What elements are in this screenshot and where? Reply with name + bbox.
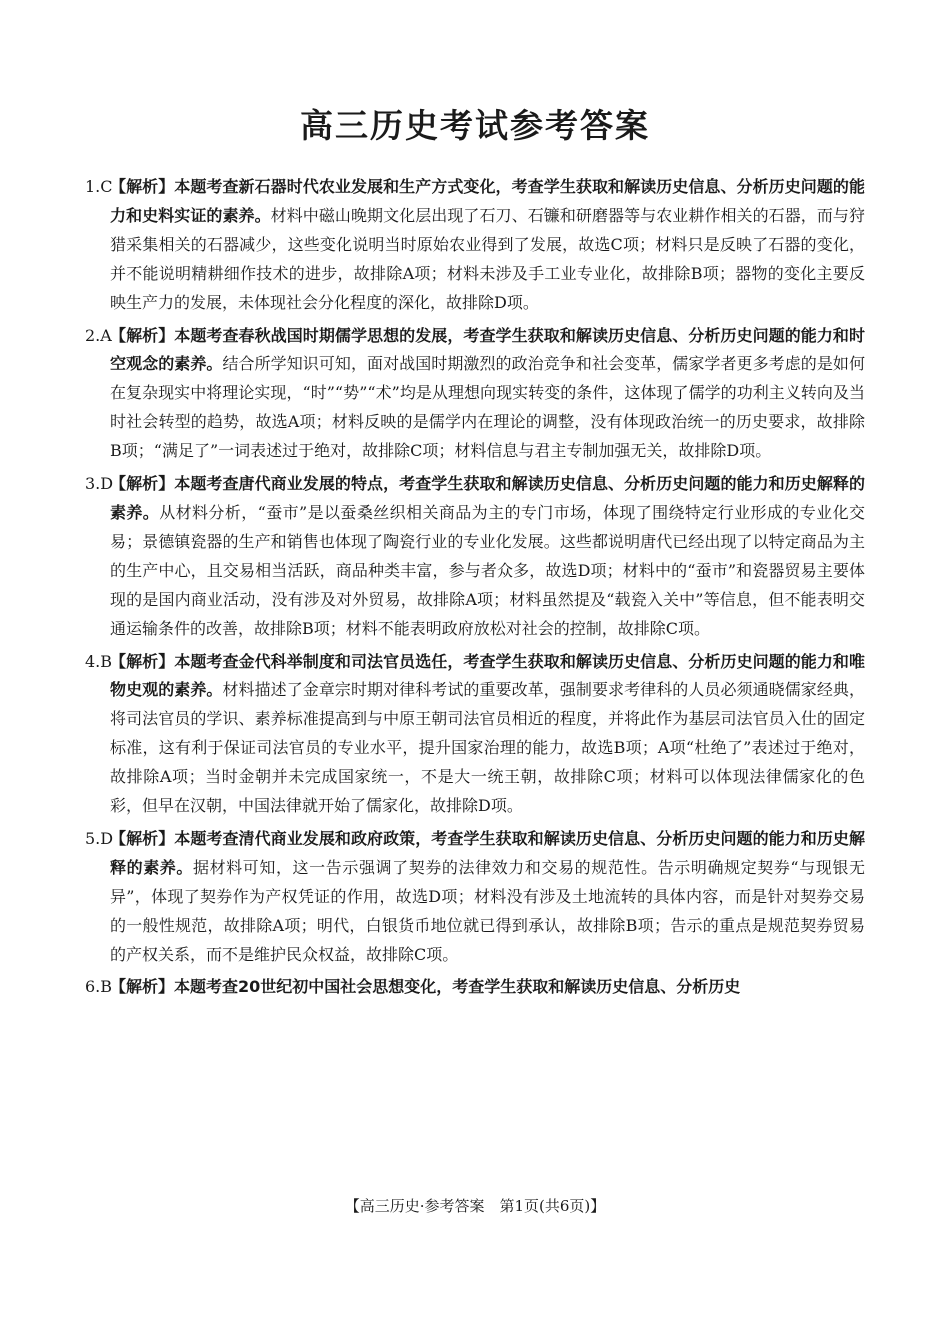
answer-item-5 bbox=[85, 825, 865, 970]
page-footer: 【高三历史·参考答案 第1页(共6页)】 bbox=[344, 1197, 606, 1215]
answer-number: 4.B bbox=[85, 651, 113, 671]
answer-number: 2.A bbox=[85, 325, 112, 345]
answer-number: 5.D bbox=[85, 828, 114, 848]
analysis-text: 结合所学知识可知，面对战国时期激烈的政治竞争和社会变革，儒家学者更多考虑的是如何在复杂现实中将理论实现，“时”“势”“术”均是从理想向现实转变的条件，这体现了儒学的功利主义转向及当时社会转型的趋势，故选A项；材料反映的是儒学内在理论的调整，没有体现政治统一的历史要求，故排除B项；“满足了”一词表述过于绝对，故排除C项；材料信息与君主专制加强无关，故排除D项。 bbox=[110, 354, 865, 461]
analysis-text: 材料中磁山晚期文化层出现了石刀、石镰和研磨器等与农业耕作相关的石器，而与狩猎采集相关的石器减少，这些变化说明当时原始农业得到了发展，故选C项；材料只是反映了石器的变化，并不能说明精耕细作技术的进步，故排除A项；材料未涉及手工业专业化，故排除B项；器物的变化主要反映生产力的发展，未体现社会分化程度的深化，故排除D项。 bbox=[110, 205, 865, 312]
answer-number: 1.C bbox=[85, 177, 113, 196]
answer-item-3 bbox=[85, 470, 865, 643]
analysis-text: 据材料可知，这一告示强调了契券的法律效力和交易的规范性。告示明确规定契券“与现银无异”，体现了契券作为产权凭证的作用，故选D项；材料没有涉及土地流转的具体内容，而是针对契券交易的一般性规范，故排除A项；明代，白银货币地位就已得到承认，故排除B项；告示的重点是规范契券贸易的产权关系，而不是维护民众权益，故排除C项。 bbox=[110, 857, 865, 964]
analysis-tag: 【解析】 bbox=[110, 651, 175, 671]
answer-item-4 bbox=[85, 648, 865, 821]
analysis-summary: 本题考查春秋战国时期儒学思想的发展，考查学生获取和解读历史信息、分析历史问题的能力和时空观念的素养。 bbox=[110, 325, 865, 374]
analysis-text: 从材料分析，“蚕市”是以蚕桑丝织相关商品为主的专门市场，体现了围绕特定行业形成的专业化交易；景德镇瓷器的生产和销售也体现了陶瓷行业的专业化发展。这些都说明唐代已经出现了以特定商品为主的生产中心，且交易相当活跃，商品种类丰富，参与者众多，故选D项；材料中的“蚕市”和瓷器贸易主要体现的是国内商业活动，没有涉及对外贸易，故排除A项；材料虽然提及“载瓷入关中”等信息，但不能表明交通运输条件的改善，故排除B项；材料不能表明政府放松对社会的控制，故排除C项。 bbox=[110, 502, 865, 638]
analysis-tag: 【解析】 bbox=[110, 474, 175, 494]
analysis-tag: 【解析】 bbox=[110, 977, 175, 997]
analysis-tag: 【解析】 bbox=[110, 828, 175, 848]
analysis-summary: 本题考查清代商业发展和政府政策，考查学生获取和解读历史信息、分析历史问题的能力和历史解释的素养。 bbox=[110, 828, 865, 877]
analysis-summary: 本题考查金代科举制度和司法官员选任，考查学生获取和解读历史信息、分析历史问题的能力和唯物史观的素养。 bbox=[110, 651, 865, 700]
answer-number: 6.B bbox=[85, 977, 113, 997]
answer-item-1 bbox=[85, 173, 865, 318]
analysis-summary: 本题考查新石器时代农业发展和生产方式变化，考查学生获取和解读历史信息、分析历史问题的能力和史料实证的素养。 bbox=[110, 177, 865, 225]
analysis-text: 材料描述了金章宗时期对律科考试的重要改革，强制要求考律科的人员必须通晓儒家经典，将司法官员的学识、素养标准提高到与中原王朝司法官员相近的程度，并将此作为基层司法官员入仕的固定标准，这有利于保证司法官员的专业水平，提升国家治理的能力，故选B项；A项“杜绝了”表述过于绝对，故排除A项；当时金朝并未完成国家统一，不是大一统王朝，故排除C项；材料可以体现法律儒家化的色彩，但早在汉朝，中国法律就开始了儒家化，故排除D项。 bbox=[110, 680, 865, 816]
analysis-tag: 【解析】 bbox=[110, 177, 175, 196]
answer-item-6 bbox=[85, 973, 865, 1002]
analysis-summary: 本题考查20世纪初中国社会思想变化，考查学生获取和解读历史信息、分析历史 bbox=[174, 977, 741, 997]
page-title: 高三历史考试参考答案 bbox=[300, 106, 650, 145]
answer-item-2 bbox=[85, 322, 865, 467]
analysis-summary: 本题考查唐代商业发展的特点，考查学生获取和解读历史信息、分析历史问题的能力和历史解释的素养。 bbox=[110, 474, 865, 522]
answer-list bbox=[85, 173, 865, 1006]
answer-number: 3.D bbox=[85, 474, 114, 494]
analysis-tag: 【解析】 bbox=[110, 325, 175, 345]
